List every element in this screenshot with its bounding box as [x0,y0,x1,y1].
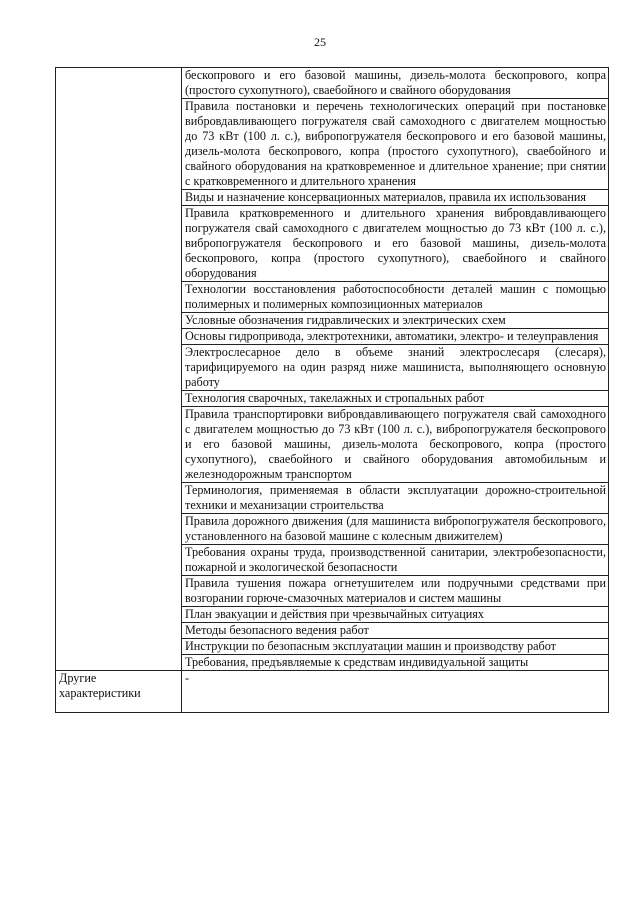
knowledge-item: Электрослесарное дело в объеме знаний электрослесаря (слесаря), тарифицируемого на один разряд ниже машиниста, выполняющего основную работу [182,345,609,391]
knowledge-item: Правила тушения пожара огнетушителем или подручными средствами при возгорании горюче-смазочных материалов и систем машины [182,576,609,607]
other-characteristics-label: Другие характеристики [56,671,182,713]
knowledge-item: Правила кратковременного и длительного хранения вибровдавливающего погружателя свай самоходного с двигателем мощностью до 73 кВт (100 л. с.), вибропогружателя бескопрового и его базовой машины, дизель-молота бескопрового, копра (простого сухопутного), сваебойного и свайного оборудования [182,206,609,282]
knowledge-item: Требования охраны труда, производственной санитарии, электробезопасности, пожарной и экологической безопасности [182,545,609,576]
knowledge-item: Требования, предъявляемые к средствам индивидуальной защиты [182,655,609,671]
label-cell-empty [56,68,182,671]
knowledge-item: Технологии восстановления работоспособности деталей машин с помощью полимерных и полимерных композиционных материалов [182,282,609,313]
knowledge-item: Виды и назначение консервационных материалов, правила их использования [182,190,609,206]
knowledge-item: Основы гидропривода, электротехники, автоматики, электро- и телеуправления [182,329,609,345]
knowledge-item: бескопрового и его базовой машины, дизель-молота бескопрового, копра (простого сухопутного), сваебойного и свайного оборудования [182,68,609,99]
knowledge-item: Терминология, применяемая в области эксплуатации дорожно-строительной техники и механизации строительства [182,483,609,514]
knowledge-item: Инструкции по безопасным эксплуатации машин и производству работ [182,639,609,655]
knowledge-item: Условные обозначения гидравлических и электрических схем [182,313,609,329]
knowledge-item: План эвакуации и действия при чрезвычайных ситуациях [182,607,609,623]
knowledge-item: Технология сварочных, такелажных и стропальных работ [182,391,609,407]
table-row [56,68,609,99]
page-number: 25 [314,35,326,49]
knowledge-item: Методы безопасного ведения работ [182,623,609,639]
knowledge-table [55,67,609,713]
other-characteristics-value: - [182,671,609,713]
knowledge-item: Правила дорожного движения (для машиниста вибропогружателя бескопрового, установленного на базовой машине с колесным движителем) [182,514,609,545]
table-row-other [56,671,609,713]
knowledge-item: Правила транспортировки вибровдавливающего погружателя свай самоходного с двигателем мощностью до 73 кВт (100 л. с.), вибропогружателя бескопрового и его базовой машины, дизель-молота бескопрового, копра (простого сухопутного), сваебойного и свайного оборудования автомобильным и железнодорожным транспортом [182,407,609,483]
knowledge-item: Правила постановки и перечень технологических операций при постановке вибровдавливающего погружателя свай самоходного с двигателем мощностью до 73 кВт (100 л. с.), вибропогружателя бескопрового и его базовой машины, дизель-молота бескопрового, копра (простого сухопутного), сваебойного и свайного оборудования на кратковременное и длительное хранение; при снятии с кратковременного и длительного хранения [182,99,609,190]
